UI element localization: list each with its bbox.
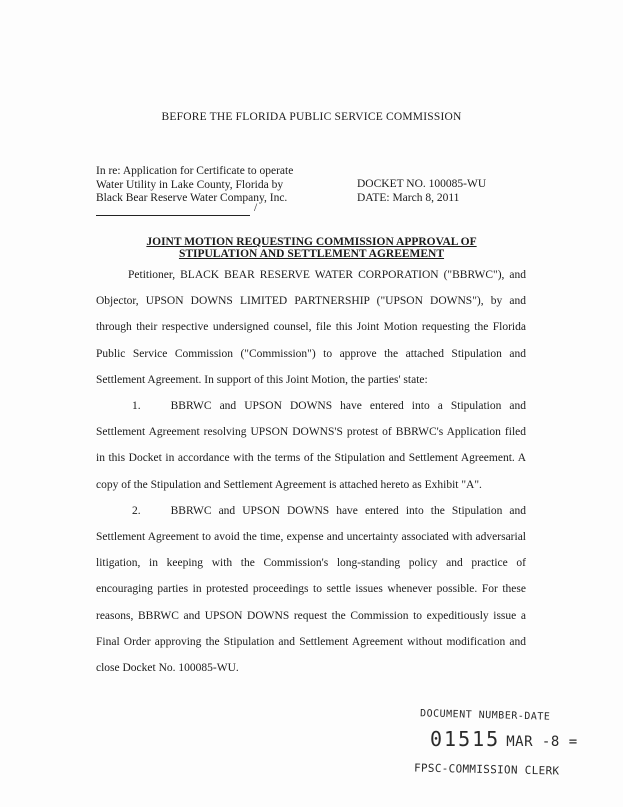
numbered-paragraph bbox=[96, 498, 526, 681]
in-re-line: Black Bear Reserve Water Company, Inc. bbox=[96, 192, 288, 204]
caption-rule bbox=[96, 209, 250, 216]
in-re-line: Water Utility in Lake County, Florida by bbox=[96, 178, 284, 191]
paragraph-text: BBRWC and UPSON DOWNS have entered into a Stipulation and Settlement Agreement resolving UPSON DOWNS'S protest of BBRWC's Application filed in this Docket in accordance with the terms of the Stipulation and Settlement Agreement. A copy of the Stipulation and Settlement Agreement is attached hereto as Exhibit "A". bbox=[96, 400, 526, 491]
paragraph-number: 1. bbox=[132, 400, 141, 413]
motion-body bbox=[96, 262, 526, 681]
paragraph-number: 2. bbox=[132, 504, 141, 517]
stamp-clerk: FPSC-COMMISSION CLERK bbox=[413, 761, 560, 778]
motion-title-line: JOINT MOTION REQUESTING COMMISSION APPROVAL OF bbox=[146, 236, 477, 248]
numbered-paragraph bbox=[96, 393, 526, 498]
caption-slash: / bbox=[254, 202, 258, 214]
stamp-label: DOCUMENT NUMBER-DATE bbox=[419, 708, 551, 723]
in-re-caption bbox=[96, 165, 293, 216]
docket-date: DATE: March 8, 2011 bbox=[357, 191, 460, 204]
stamp-number-line bbox=[430, 727, 578, 751]
docket-number: DOCKET NO. 100085-WU bbox=[357, 178, 487, 190]
in-re-line: In re: Application for Certificate to operate bbox=[96, 165, 294, 177]
motion-title-line: STIPULATION AND SETTLEMENT AGREEMENT bbox=[178, 247, 445, 260]
motion-title bbox=[0, 237, 623, 260]
intro-paragraph: Petitioner, BLACK BEAR RESERVE WATER CORPORATION ("BBRWC"), and Objector, UPSON DOWNS LIMITED PARTNERSHIP ("UPSON DOWNS"), by and through their respective undersigned counsel, file this Joint Motion requesting the Florida Public Service Commission ("Commission") to approve the attached Stipulation and Settlement Agreement. In support of this Joint Motion, the parties' state: bbox=[96, 269, 526, 386]
docket-info bbox=[357, 178, 486, 205]
paragraph-text: BBRWC and UPSON DOWNS have entered into the Stipulation and Settlement Agreement to avoid the time, expense and uncertainty associated with adversarial litigation, in keeping with the Commission's long-standing policy and practice of encouraging parties in protested proceedings to settle issues whenever possible. For these reasons, BBRWC and UPSON DOWNS request the Commission to expeditiously issue a Final Order approving the Stipulation and Settlement Agreement without modification and close Docket No. 100085-WU. bbox=[96, 504, 526, 675]
stamp-number: 01515 bbox=[430, 727, 501, 751]
stamp-date: MAR -8 = bbox=[506, 734, 578, 750]
document-heading: BEFORE THE FLORIDA PUBLIC SERVICE COMMISSION bbox=[161, 111, 462, 123]
